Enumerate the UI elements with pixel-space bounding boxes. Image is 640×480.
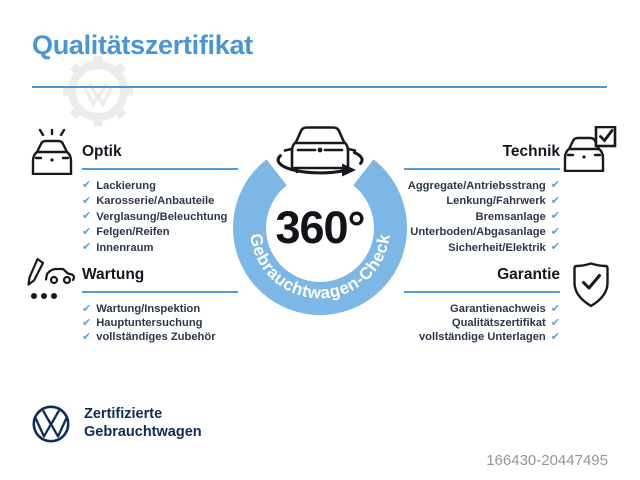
check-icon: ✔ — [550, 330, 560, 343]
section-garantie-title: Garantie — [497, 266, 560, 283]
checklist-item: ✔ Hauptuntersuchung — [82, 316, 203, 329]
pen-car-checklist-icon — [25, 257, 78, 302]
checklist-item: ✔ Wartung/Inspektion — [82, 302, 201, 315]
check-icon: ✔ — [550, 179, 560, 192]
section-optik-title: Optik — [82, 143, 122, 160]
checklist-item: Sicherheit/Elektrik ✔ — [448, 241, 560, 254]
checklist-item: ✔ Felgen/Reifen — [82, 225, 170, 239]
optik-checklist — [82, 178, 238, 256]
check-icon: ✔ — [550, 316, 560, 329]
checklist-item: Unterboden/Abgasanlage ✔ — [410, 225, 560, 239]
checklist-item: Qualitätszertifikat ✔ — [451, 316, 560, 329]
checklist-item: ✔ Verglasung/Beleuchtung — [82, 210, 228, 223]
check-icon: ✔ — [550, 194, 560, 207]
brand-name-line1: Zertifizierte — [84, 406, 163, 422]
page-title: Qualitätszertifikat — [32, 30, 253, 60]
check-icon: ✔ — [82, 302, 92, 315]
check-icon: ✔ — [550, 302, 560, 315]
section-wartung-title: Wartung — [82, 266, 145, 283]
checklist-item: ✔ Lackierung — [82, 179, 156, 192]
check-icon: ✔ — [82, 194, 92, 207]
reference-number: 166430-20447495 — [486, 452, 608, 469]
section-garantie — [404, 266, 560, 344]
checklist-item: ✔ vollständiges Zubehör — [82, 330, 216, 343]
checklist-item: Aggregate/Antriebsstrang ✔ — [407, 179, 560, 192]
check-icon: ✔ — [550, 225, 560, 238]
check-icon: ✔ — [82, 210, 92, 223]
section-technik — [404, 143, 560, 256]
checklist-item: Garantienachweis ✔ — [450, 302, 560, 315]
section-technik-title: Technik — [502, 143, 560, 160]
section-optik — [82, 143, 238, 256]
section-divider — [82, 291, 238, 293]
section-divider — [82, 168, 238, 170]
section-divider — [404, 168, 560, 170]
ring-label: Gebrauchtwagen-Check — [246, 231, 394, 303]
brand-name — [84, 406, 202, 441]
car-rotation-icon — [278, 128, 362, 177]
brand-name-line2: Gebrauchtwagen — [84, 423, 202, 440]
checklist-item: Bremsanlage ✔ — [475, 210, 560, 223]
section-divider — [404, 291, 560, 293]
check-icon: ✔ — [82, 330, 92, 343]
checklist-item: ✔ Innenraum — [82, 241, 154, 254]
check-icon: ✔ — [550, 241, 560, 254]
car-front-shine-icon — [26, 129, 78, 175]
title-divider — [32, 86, 607, 88]
check-icon: ✔ — [82, 241, 92, 254]
vw-logo-icon — [31, 404, 71, 444]
technik-checklist — [404, 178, 560, 256]
checklist-item: ✔ Karosserie/Anbauteile — [82, 194, 215, 208]
check-icon: ✔ — [82, 179, 92, 192]
section-wartung — [82, 266, 238, 344]
checklist-item: Lenkung/Fahrwerk ✔ — [446, 194, 560, 208]
garantie-checklist — [404, 302, 560, 344]
check-icon: ✔ — [82, 316, 92, 329]
badge-value: 360° — [275, 202, 365, 253]
wartung-checklist — [82, 302, 238, 344]
car-checkbox-icon — [561, 126, 618, 172]
check-icon: ✔ — [550, 210, 560, 223]
checklist-item: vollständige Unterlagen ✔ — [418, 330, 560, 343]
shield-check-icon — [571, 261, 611, 309]
check-icon: ✔ — [82, 225, 92, 238]
